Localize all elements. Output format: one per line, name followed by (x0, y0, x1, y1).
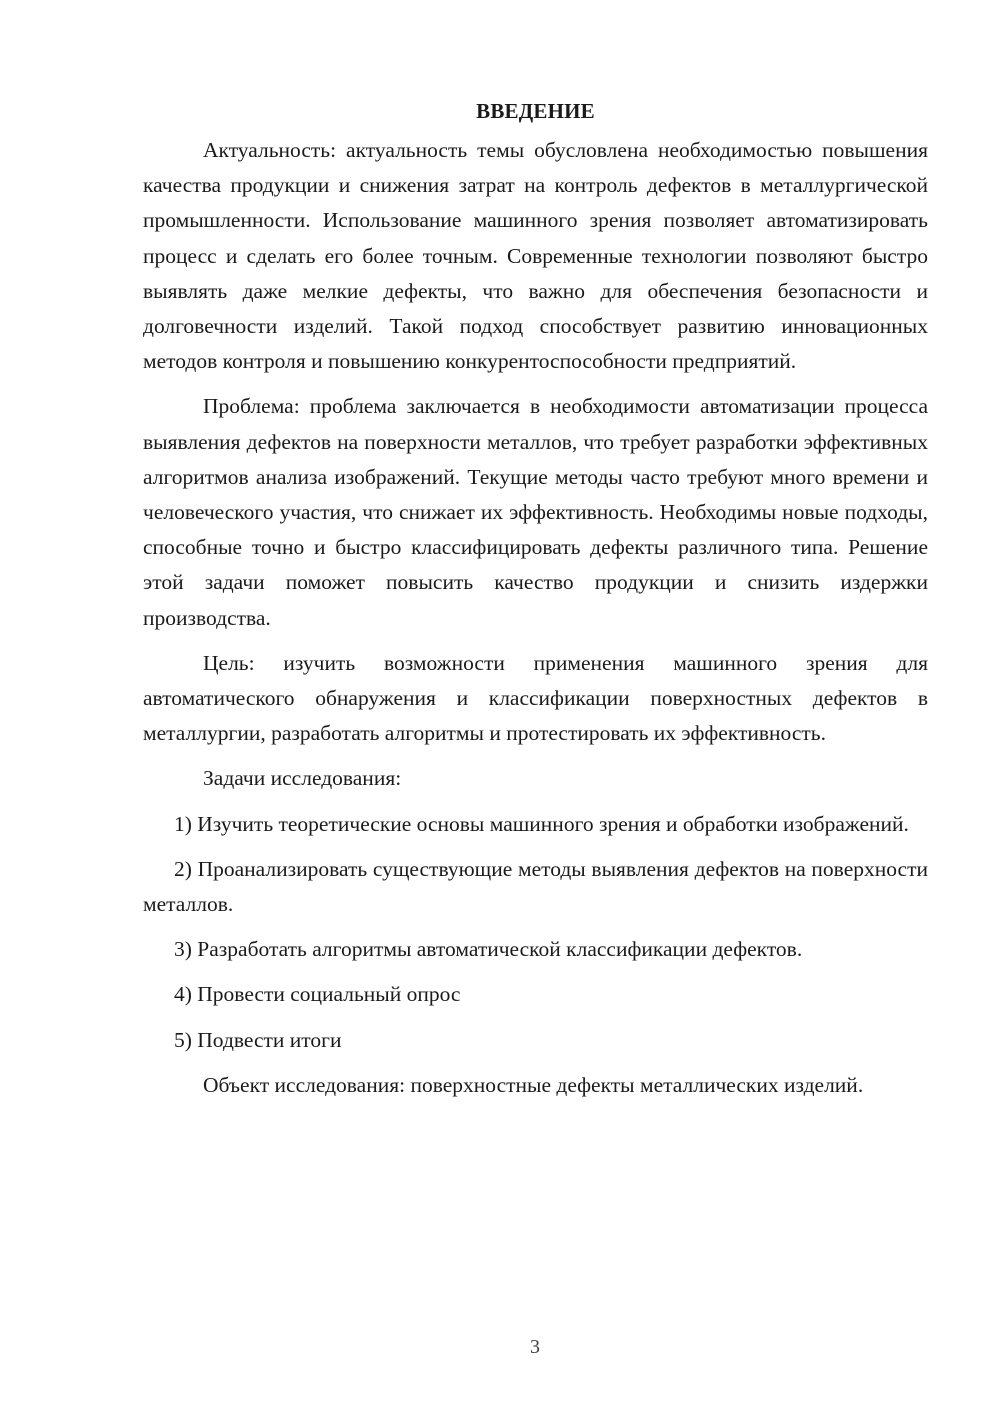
paragraph-goal: Цель: изучить возможности применения машинного зрения для автоматического обнаружения и классификации поверхностных дефектов в металлургии, разработать алгоритмы и протестировать их эффективность. (143, 650, 928, 746)
document-body (143, 96, 928, 1103)
task-item: 4) Провести социальный опрос (174, 982, 461, 1007)
task-item: 1) Изучить теоретические основы машинного зрения и обработки изображений. (174, 811, 909, 836)
task-item: 5) Подвести итоги (174, 1027, 342, 1052)
paragraph-problem: Проблема: проблема заключается в необходимости автоматизации процесса выявления дефектов на поверхности металлов, что требует разработки эффективных алгоритмов анализа изображений. Текущие методы часто требуют много времени и человеческого участия, что снижает их эффективность. Необходимы новые подходы, способные точно и быстро классифицировать дефекты различного типа. Решение этой задачи поможет повысить качество продукции и снизить издержки производства. (143, 394, 928, 630)
paragraph-object: Объект исследования: поверхностные дефекты металлических изделий. (203, 1072, 864, 1097)
tasks-list (143, 807, 928, 1058)
task-item: 3) Разработать алгоритмы автоматической классификации дефектов. (174, 937, 803, 962)
tasks-heading: Задачи исследования: (203, 766, 402, 791)
paragraph-relevance: Актуальность: актуальность темы обусловлена необходимостью повышения качества продукции и снижения затрат на контроль дефектов в металлургической промышленности. Использование машинного зрения позволяет автоматизировать процесс и сделать его более точным. Современные технологии позволяют быстро выявлять даже мелкие дефекты, что важно для обеспечения безопасности и долговечности изделий. Такой подход способствует развитию инновационных методов контроля и повышению конкурентоспособности предприятий. (143, 138, 928, 374)
section-title: ВВЕДЕНИЕ (476, 99, 595, 123)
page-number: 3 (530, 1336, 540, 1358)
task-item: 2) Проанализировать существующие методы выявления дефектов на поверхности металлов. (143, 856, 928, 917)
